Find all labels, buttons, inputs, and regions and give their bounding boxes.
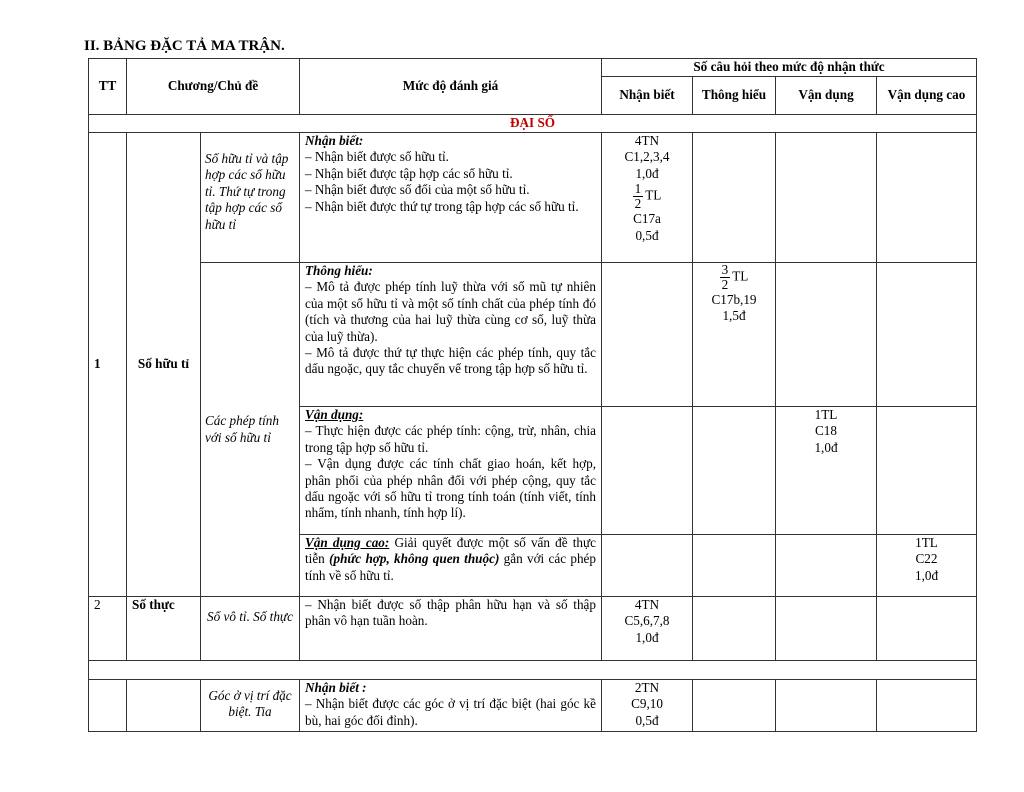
spec-matrix-table [88,58,977,732]
row1-nb-c3: 1,0đ [635,165,659,181]
header-col-th: Thông hiểu [693,77,776,115]
header-level: Mức độ đánh giá [300,59,602,115]
row1-nb-vd-empty [776,133,877,263]
row1-th-c2: 1,5đ [722,308,746,324]
row1-vd-label: Vận dụng: [305,407,364,422]
row1-vdc-c2: C22 [915,551,938,567]
row1-th-vd-empty [776,263,877,407]
header-col-vd: Vận dụng [776,77,877,115]
row3-vdc-empty [877,680,977,732]
fraction-numerator: 1 [634,181,642,197]
header-tt: TT [89,59,127,115]
row1-th-count [693,263,776,407]
page-heading: II. BẢNG ĐẶC TẢ MA TRẬN. [84,38,285,54]
row2-tt: 2 [89,597,127,661]
row3-th-empty [693,680,776,732]
row1-vdc-count [877,535,977,597]
row1-nb-count [602,133,693,263]
row1-vd-th-empty [693,407,776,535]
row1-th-text2: – Mô tả được thứ tự thực hiện các phép tính, quy tắc dấu ngoặc, quy tắc chuyển vế trong tập hợp số hữu tỉ. [305,345,596,377]
row1-vdc-text-b: (phức hợp, không quen thuộc) [329,551,500,567]
row1-th-text1: – Mô tả được phép tính luỹ thừa với số mũ tự nhiên của một số hữu tỉ và một số tính chất của phép tính đó (tích và thương của hai luỹ thừa cùng cơ số, luỹ thừa của luỹ thừa). [305,279,596,344]
row3-vd-empty [776,680,877,732]
row1-vdc-vd-empty [776,535,877,597]
row1-chapter: Số hữu tỉ [127,133,201,597]
row1-vdc-text-c: gắn với các phép tính về số hữu tỉ. [305,551,596,583]
row3-text: – Nhận biết được các góc ở vị trí đặc biệt (hai góc kề bù, hai góc đối đỉnh). [305,696,596,728]
row1-nb-label: Nhận biết: [305,133,364,148]
row1-vd-text2: – Vận dụng được các tính chất giao hoán, kết hợp, phân phối của phép nhân đối với phép cộng, quy tắc dấu ngoặc với số hữu tỉ trong tính toán (tính viết, tính nhẩm, tính nhanh, tính hợp lí). [305,456,596,521]
row1-vd-vdc-empty [877,407,977,535]
row1-topic2: Các phép tính với số hữu tỉ [201,263,300,597]
row3-chapter-empty [127,680,201,732]
row1-th-fraction [698,263,770,292]
row1-th-nb-empty [602,263,693,407]
row2-th-empty [693,597,776,661]
row1-tt: 1 [89,133,127,597]
row1-nb-line: – Nhận biết được số đối của một số hữu tỉ. [305,182,530,198]
row2-vd-empty [776,597,877,661]
row1-nb-line: – Nhận biết được số hữu tỉ. [305,149,449,165]
row2-topic: Số vô tỉ. Số thực [201,597,300,661]
row1-vd-text1: – Thực hiện được các phép tính: cộng, trừ, nhân, chia trong tập hợp số hữu tỉ. [305,423,596,455]
row1-vdc-c3: 1,0đ [914,567,939,583]
row3-c2: C9,10 [631,696,663,712]
header-col-nb: Nhận biết [602,77,693,115]
row2-c3: 1,0đ [635,629,659,645]
row2-chapter: Số thực [127,597,201,661]
row3-tt-empty [89,680,127,732]
row3-desc [300,680,602,732]
row1-nb-c2: C1,2,3,4 [624,149,670,165]
row1-topic1: Số hữu tỉ và tập hợp các số hữu tỉ. Thứ tự trong tập hợp các số hữu tỉ [201,133,300,263]
row1-vdc-text-a: Giải quyết được một số vấn đề thực tiễn [305,535,596,567]
row1-nb-desc [300,133,602,263]
row1-vdc-nb-empty [602,535,693,597]
header-col-vdc: Vận dụng cao [877,77,977,115]
row2-desc: – Nhận biết được số thập phân hữu hạn và số thập phân vô hạn tuần hoàn. [300,597,602,661]
row1-nb-th-empty [693,133,776,263]
row2-nb-count [602,597,693,661]
row2-c2: C5,6,7,8 [624,613,670,629]
row3-c1: 2TN [634,680,660,695]
row3-label: Nhận biết : [305,680,367,695]
row1-th-label: Thông hiểu: [305,263,373,278]
row1-vd-c3: 1,0đ [814,439,838,455]
row1-vdc-c1: 1TL [915,535,938,550]
spacer-row [89,661,977,680]
fraction-denominator: 2 [634,196,642,212]
header-group: Số câu hỏi theo mức độ nhận thức [602,59,977,77]
section-algebra: ĐẠI SỐ [89,115,977,133]
row2-vdc-empty [877,597,977,661]
row1-vdc-desc [300,535,602,597]
row1-vd-nb-empty [602,407,693,535]
fraction-denominator: 2 [721,277,729,292]
row1-nb-c4: C17a [633,211,661,227]
row1-th-desc [300,263,602,407]
fraction-unit: TL [732,268,749,284]
row1-vd-desc [300,407,602,535]
row1-vdc-th-empty [693,535,776,597]
row1-nb-c1: 4TN [634,133,660,148]
row2-c1: 4TN [634,597,660,612]
row1-th-c1: C17b,19 [711,292,757,307]
fraction-numerator: 3 [721,262,729,277]
row1-nb-vdc-empty [877,133,977,263]
row1-vd-c1: 1TL [814,407,838,422]
row1-nb-line: – Nhận biết được tập hợp các số hữu tỉ. [305,165,513,181]
row3-topic: Góc ở vị trí đặc biệt. Tia [201,680,300,732]
fraction-unit: TL [645,187,662,203]
header-chapter: Chương/Chủ đề [127,59,300,115]
row1-vd-c2: C18 [815,423,837,439]
row1-th-vdc-empty [877,263,977,407]
row1-vd-count [776,407,877,535]
row1-nb-line: – Nhận biết được thứ tự trong tập hợp các số hữu tỉ. [305,198,579,214]
row3-nb-count [602,680,693,732]
row3-c3: 0,5đ [635,712,659,728]
fraction [633,182,644,211]
row1-nb-c5: 0,5đ [635,227,659,243]
row1-vdc-label: Vận dụng cao: [305,535,390,550]
fraction [720,263,731,292]
row1-nb-fraction [607,182,687,211]
